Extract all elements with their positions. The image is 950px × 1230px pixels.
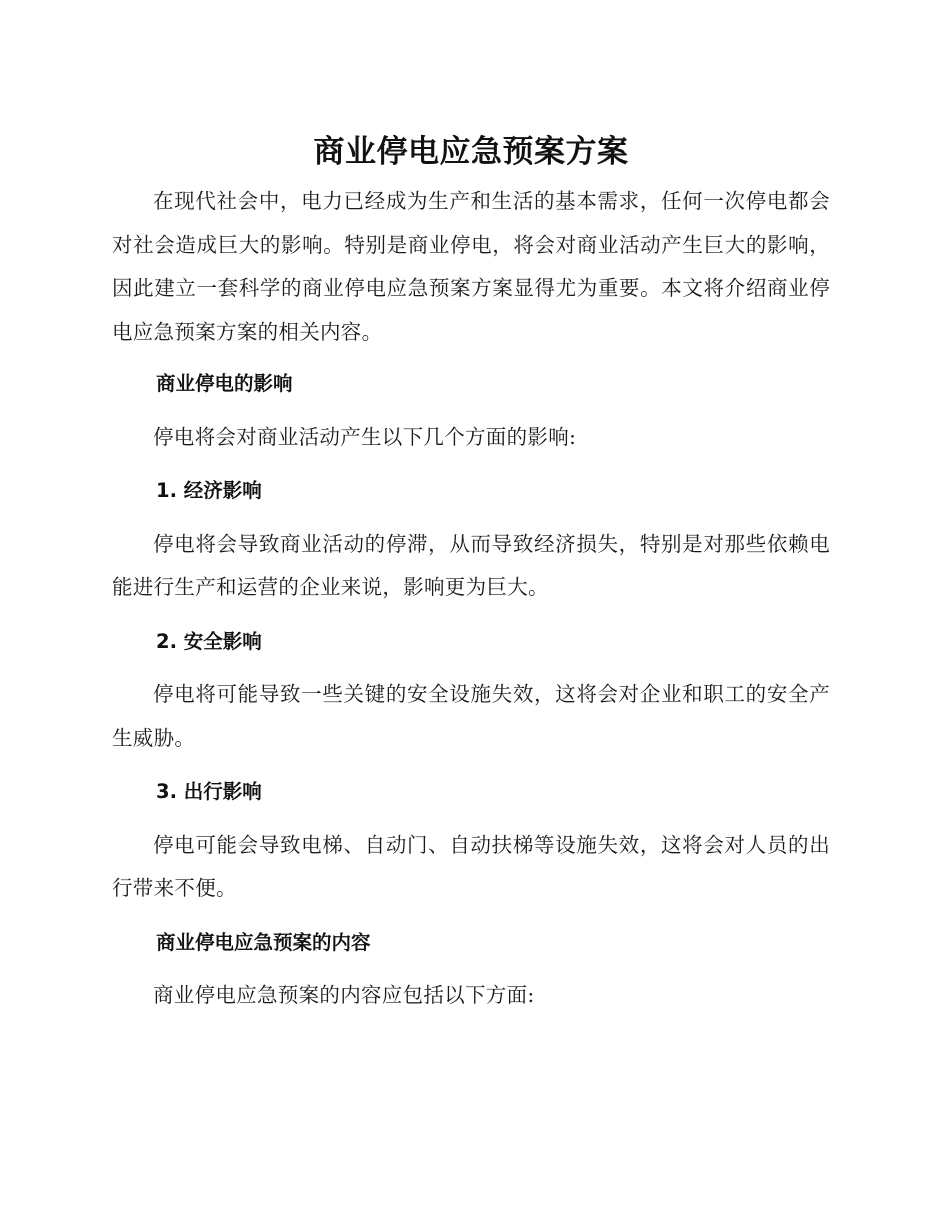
document-page bbox=[112, 128, 830, 1018]
section-heading-impact: 商业停电的影响 bbox=[156, 372, 293, 395]
section-lead-impact: 停电将会对商业活动产生以下几个方面的影响: bbox=[153, 424, 577, 449]
subheading-safety: 2. 安全影响 bbox=[156, 629, 262, 653]
subheading-travel: 3. 出行影响 bbox=[156, 780, 262, 803]
intro-paragraph: 在现代社会中，电力已经成为生产和生活的基本需求，任何一次停电都会对社会造成巨大的影响。特别是商业停电，将会对商业活动产生巨大的影响，因此建立一套科学的商业停电应急预案方案显得尤为重要。本文将介绍商业停电应急预案方案的相关内容。 bbox=[112, 189, 830, 344]
paragraph-safety: 停电将可能导致一些关键的安全设施失效，这将会对企业和职工的安全产生威胁。 bbox=[112, 682, 830, 750]
section-lead-plan-content: 商业停电应急预案的内容应包括以下方面: bbox=[153, 983, 535, 1007]
document-title: 商业停电应急预案方案 bbox=[313, 134, 629, 170]
paragraph-economic: 停电将会导致商业活动的停滞，从而导致经济损失，特别是对那些依赖电能进行生产和运营的企业来说，影响更为巨大。 bbox=[112, 531, 830, 599]
paragraph-travel: 停电可能会导致电梯、自动门、自动扶梯等设施失效，这将会对人员的出行带来不便。 bbox=[112, 832, 830, 900]
section-heading-plan-content: 商业停电应急预案的内容 bbox=[156, 930, 371, 954]
subheading-economic: 1. 经济影响 bbox=[156, 479, 262, 502]
